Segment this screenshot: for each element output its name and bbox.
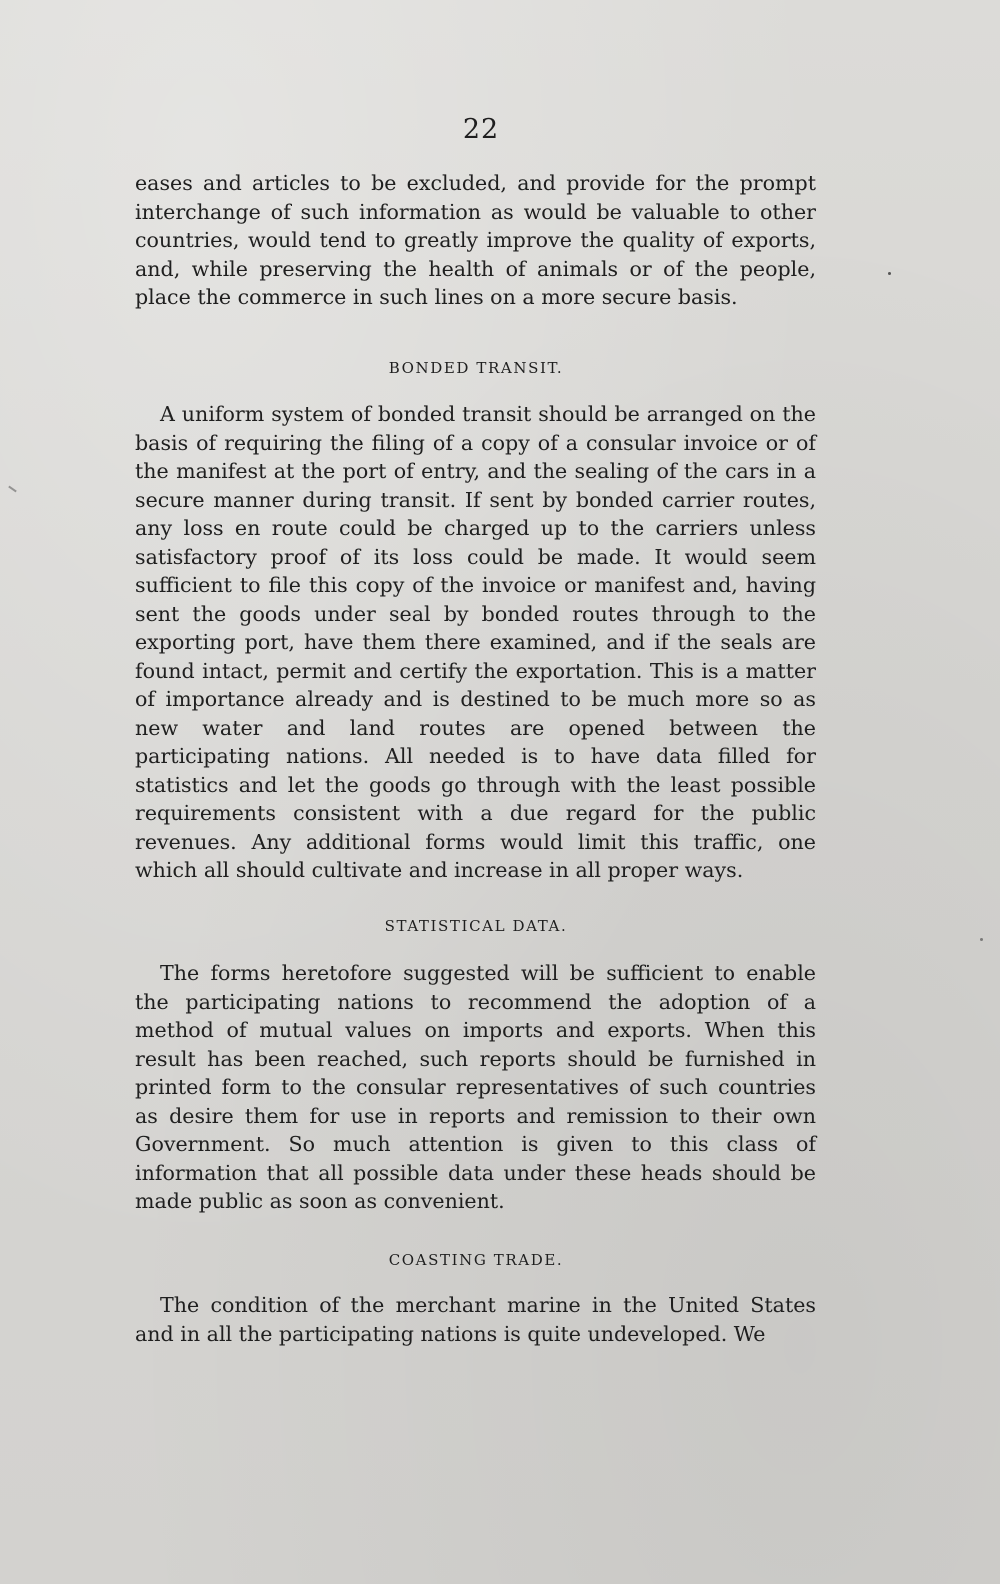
section-body-bonded-transit: A uniform system of bonded transit should be arranged on the basis of requiring the filing of a copy of a consular invoice or of the manifest at the port of entry, and the sealing of the cars in a secure manner during transit. If sent by bonded carrier routes, any loss en route could be charged up to the carriers unless satisfactory proof of its loss could be made. It would seem sufficient to file this copy of the invoice or manifest and, having sent the goods under seal by bonded routes through to the exporting port, have them there examined, and if the seals are found intact, permit and certify the exportation. This is a matter of importance already and is destined to be much more so as new water and land routes are opened between the participating nations. All needed is to have data filled for statistics and let the goods go through with the least possible requirements consistent with a due regard for the public revenues. Any additional forms would limit this traffic, one which all should cultivate and increase in all proper ways. [135,402,816,882]
paper-speck [8,486,17,493]
paper-speck [980,938,983,941]
section-heading-statistical-data: STATISTICAL DATA. [384,917,568,935]
section-heading-coasting-trade: COASTING TRADE. [388,1251,564,1269]
section-body-coasting-trade: The condition of the merchant marine in the United States and in all the participating nations is quite undeveloped. We [135,1293,816,1346]
section-heading-bonded-transit: BONDED TRANSIT. [388,359,564,377]
section-body-statistical-data: The forms heretofore suggested will be sufficient to enable the participating nations to recommend the adoption of a method of mutual values on imports and exports. When this result has been reached, such reports should be furnished in printed form to the consular representatives of such countries as desire them for use in reports and remission to their own Government. So much attention is given to this class of information that all possible data under these heads should be made public as soon as convenient. [135,961,816,1213]
page-number: 22 [462,114,500,145]
intro-paragraph: eases and articles to be excluded, and provide for the prompt interchange of such information as would be valuable to other countries, would tend to greatly improve the quality of exports, and, while preserving the health of animals or of the people, place the commerce in such lines on a more secure basis. [135,171,816,309]
paper-speck [888,272,891,275]
